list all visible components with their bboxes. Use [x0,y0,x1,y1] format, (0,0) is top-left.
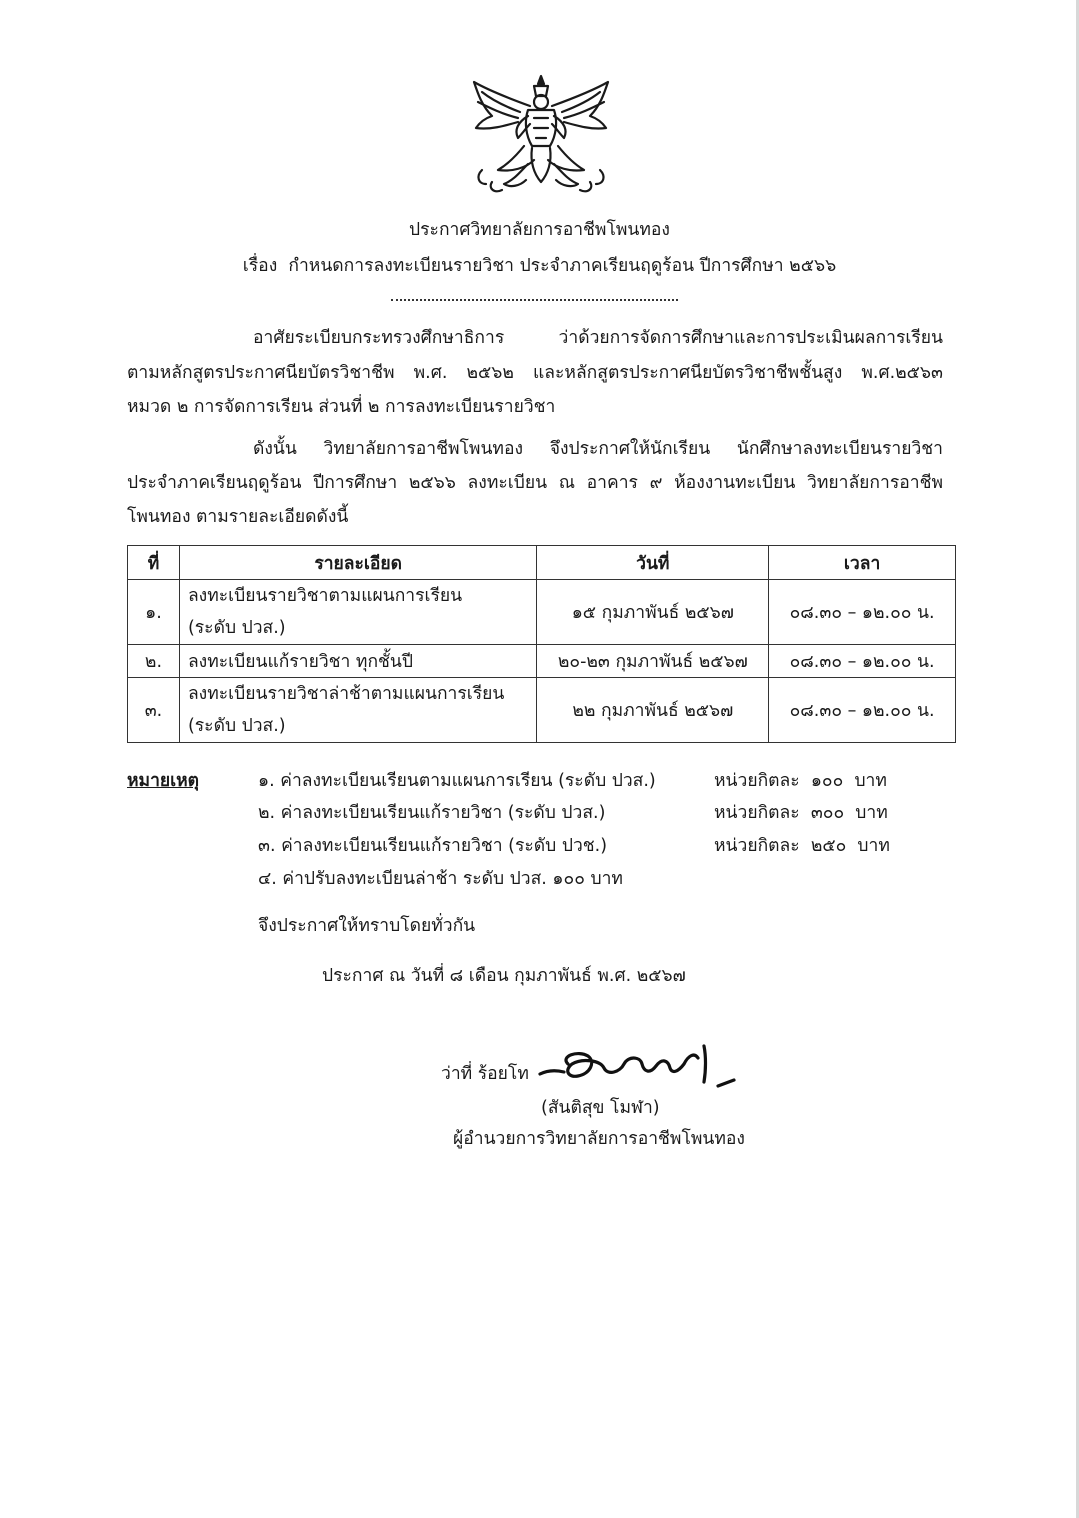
handwritten-signature-icon [538,1034,738,1098]
para2-line1: ดังนั้น วิทยาลัยการอาชีพโพนทอง จึงประกาศให้นักเรียน นักศึกษาลงทะเบียนรายวิชา [253,439,943,459]
closing-notice: จึงประกาศให้ทราบโดยทั่วกัน [258,916,476,936]
remark-fee-2: หน่วยกิตละ ๓๐๐ บาท [714,803,888,823]
col-header-detail: รายละเอียด [179,546,536,580]
announcement-subject [0,254,1079,278]
row-date: ๒๒ กุมภาพันธ์ ๒๕๖๗ [537,678,769,743]
row-detail [179,580,536,645]
remark-item-1: ๑. ค่าลงทะเบียนเรียนตามแผนการเรียน (ระดับ ปวส.) [258,771,656,791]
para1-line2: ตามหลักสูตรประกาศนียบัตรวิชาชีพ พ.ศ. ๒๕๖๒ และหลักสูตรประกาศนียบัตรวิชาชีพชั้นสูง พ.ศ.๒๕๖๓ [127,363,943,383]
subject-text: กำหนดการลงทะเบียนรายวิชา ประจำภาคเรียนฤดูร้อน ปีการศึกษา ๒๕๖๖ [288,256,837,276]
announcement-date: ประกาศ ณ วันที่ ๘ เดือน กุมภาพันธ์ พ.ศ. ๒๕๖๗ [322,966,686,986]
row-no: ๓. [128,678,180,743]
table-row [128,678,956,743]
garuda-emblem-icon [468,72,614,198]
remarks-title: หมายเหตุ [127,771,200,791]
announcement-title: ประกาศวิทยาลัยการอาชีพโพนทอง [409,220,670,240]
subject-prefix: เรื่อง [242,256,278,276]
signatory-position: ผู้อำนวยการวิทยาลัยการอาชีพโพนทอง [453,1129,745,1149]
row-time: ๐๘.๓๐ – ๑๒.๐๐ น. [769,580,956,645]
row-detail-main: ลงทะเบียนรายวิชาล่าช้าตามแผนการเรียน [187,684,505,704]
col-header-no: ที่ [128,546,180,580]
row-detail [179,645,536,678]
remark-fee-1: หน่วยกิตละ ๑๐๐ บาท [714,771,887,791]
row-time: ๐๘.๓๐ – ๑๒.๐๐ น. [769,645,956,678]
dotted-separator [391,295,678,301]
row-detail-sub: (ระดับ ปวส.) [187,716,286,736]
table-row [128,645,956,678]
row-time: ๐๘.๓๐ – ๑๒.๐๐ น. [769,678,956,743]
para1-line3: หมวด ๒ การจัดการเรียน ส่วนที่ ๒ การลงทะเบียนรายวิชา [127,397,556,417]
row-date: ๑๕ กุมภาพันธ์ ๒๕๖๗ [537,580,769,645]
signatory-rank: ว่าที่ ร้อยโท [441,1064,529,1084]
col-header-date: วันที่ [537,546,769,580]
row-no: ๒. [128,645,180,678]
para1-line1: อาศัยระเบียบกระทรวงศึกษาธิการ ว่าด้วยการจัดการศึกษาและการประเมินผลการเรียน [253,328,943,348]
para2-line2: ประจำภาคเรียนฤดูร้อน ปีการศึกษา ๒๕๖๖ ลงทะเบียน ณ อาคาร ๙ ห้องงานทะเบียน วิทยาลัยการอาชีพ [127,473,943,493]
col-header-time: เวลา [769,546,956,580]
table-header-row [128,546,956,580]
para2-line3: โพนทอง ตามรายละเอียดดังนี้ [127,507,349,527]
signatory-name: (สันติสุข โมฬา) [541,1098,660,1118]
row-date: ๒๐-๒๓ กุมภาพันธ์ ๒๕๖๗ [537,645,769,678]
row-detail-main: ลงทะเบียนแก้รายวิชา ทุกชั้นปี [187,652,413,672]
remark-item-4: ๔. ค่าปรับลงทะเบียนล่าช้า ระดับ ปวส. ๑๐๐ บาท [258,869,623,889]
table-row [128,580,956,645]
remark-fee-3: หน่วยกิตละ ๒๕๐ บาท [714,836,890,856]
row-detail-main: ลงทะเบียนรายวิชาตามแผนการเรียน [187,586,463,606]
row-no: ๑. [128,580,180,645]
registration-schedule-table [127,545,956,743]
row-detail-sub: (ระดับ ปวส.) [187,618,286,638]
row-detail [179,678,536,743]
remark-item-2: ๒. ค่าลงทะเบียนเรียนแก้รายวิชา (ระดับ ปวส.) [258,803,606,823]
remark-item-3: ๓. ค่าลงทะเบียนเรียนแก้รายวิชา (ระดับ ปวช.) [258,836,608,856]
